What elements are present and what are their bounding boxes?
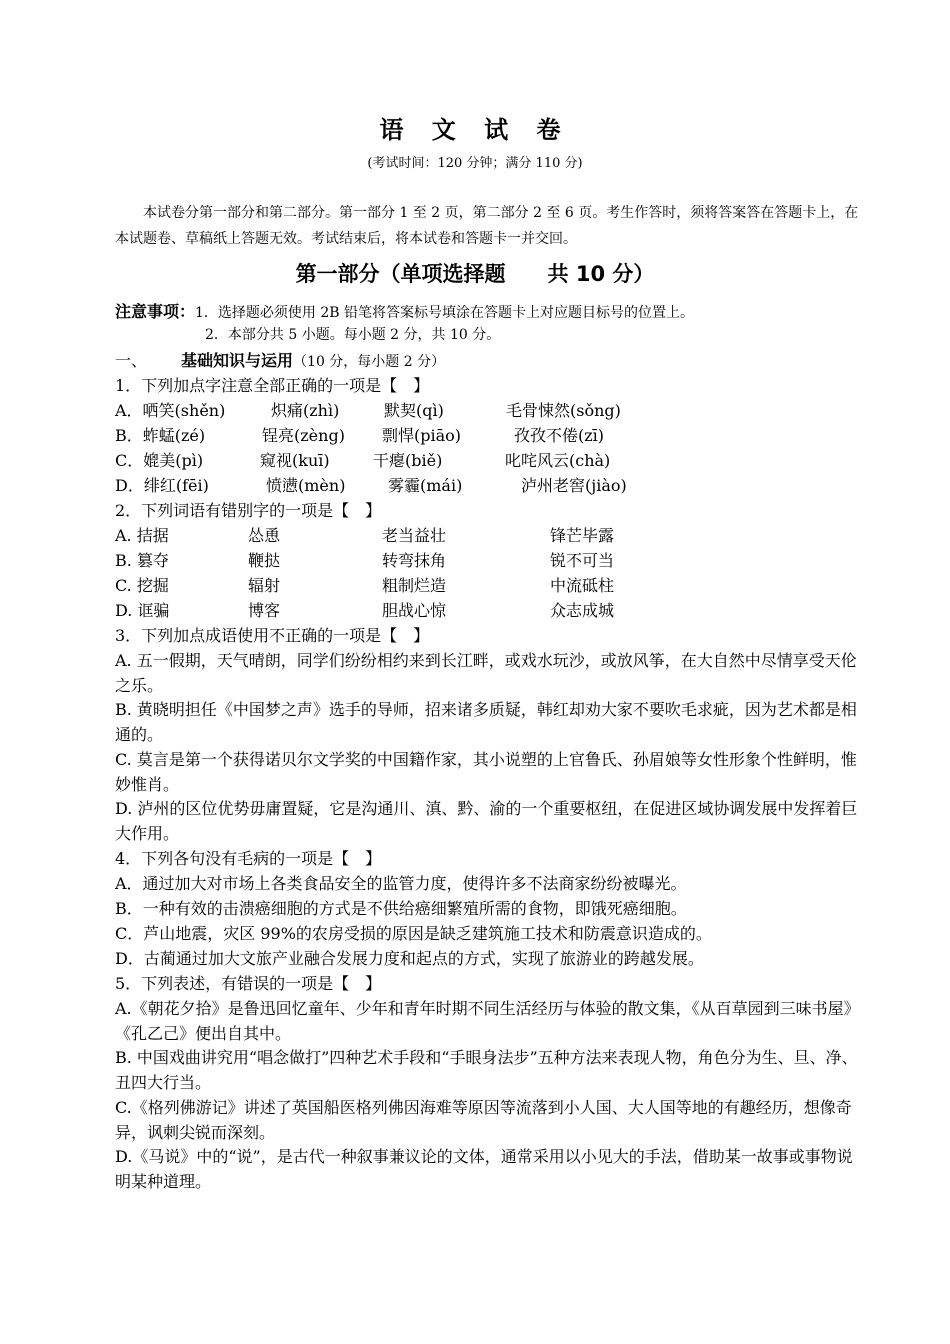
- q1-d-2: 愤懑(mèn): [266, 476, 346, 495]
- q1-d-3: 雾霾(mái): [388, 476, 463, 495]
- q1-a-1: A．哂笑(shěn): [115, 401, 226, 420]
- q5-stem: 5．下列表述，有错误的一项是【 】: [115, 974, 382, 993]
- q5-option-b: B. 中国戏曲讲究用“唱念做打”四种艺术手段和“手眼身法步”五种方法来表现人物，角色分为生、旦、净、丑四大行当。: [115, 1048, 858, 1092]
- q1-a-3: 默契(qì): [384, 401, 444, 420]
- q1-b-4: 孜孜不倦(zī): [514, 426, 605, 445]
- q2-d-1: D. 诓骗: [115, 601, 170, 620]
- q1-c-2: 窥视(kuī): [260, 451, 330, 470]
- section-number: 一、: [115, 351, 148, 370]
- part-title: 第一部分（单项选择题 共 10 分）: [295, 262, 655, 286]
- q2-a-2: 怂恿: [248, 526, 281, 545]
- q3-option-c: C. 莫言是第一个获得诺贝尔文学奖的中国籍作家，其小说塑的上官鲁氏、孙眉娘等女性形象个性鲜明，惟妙惟肖。: [115, 750, 857, 794]
- q1-c-1: C．媲美(pì): [115, 451, 204, 470]
- section-name: 基础知识与运用: [181, 351, 294, 370]
- q2-b-2: 鞭挞: [248, 551, 281, 570]
- q2-d-3: 胆战心惊: [382, 601, 447, 620]
- q2-b-3: 转弯抹角: [382, 551, 447, 570]
- q3-stem: 3．下列加点成语使用不正确的一项是【 】: [115, 626, 430, 645]
- notes-label: 注意事项：: [115, 302, 196, 321]
- q3-option-d: D. 泸州的区位优势毋庸置疑，它是沟通川、滇、黔、渝的一个重要枢纽，在促进区域协调发展中发挥着巨大作用。: [115, 799, 858, 843]
- notes-line-1: [115, 299, 694, 326]
- q1-b-3: 剽悍(piāo): [382, 426, 462, 445]
- q1-c-3: 干瘪(biě): [373, 451, 443, 470]
- q1-d-1: D．绯红(fēi): [115, 476, 209, 495]
- q2-c-2: 辐射: [248, 576, 281, 595]
- q4-option-d: D．古蔺通过加大文旅产业融合发展力度和起点的方式，实现了旅游业的跨越发展。: [115, 949, 704, 968]
- section-score: （10 分，每小题 2 分）: [293, 354, 446, 370]
- q2-c-3: 粗制烂造: [382, 576, 447, 595]
- q2-c-4: 中流砥柱: [550, 576, 615, 595]
- q2-b-1: B. 篡夺: [115, 551, 169, 570]
- q2-stem: 2．下列词语有错别字的一项是【 】: [115, 501, 382, 520]
- q3-option-a: A. 五一假期，天气晴朗，同学们纷纷相约来到长江畔，或戏水玩沙，或放风筝，在大自然中尽情享受天伦之乐。: [115, 651, 857, 695]
- q1-b-2: 锃亮(zèng): [262, 426, 345, 445]
- q4-option-a: A．通过加大对市场上各类食品安全的监管力度，使得许多不法商家纷纷被曝光。: [115, 874, 687, 893]
- q2-a-3: 老当益壮: [382, 526, 447, 545]
- q5-option-d: D.《马说》中的“说”，是古代一种叙事兼议论的文体，通常采用以小见大的手法，借助某一故事或事物说明某种道理。: [115, 1147, 853, 1191]
- exam-info: (考试时间：120 分钟；满分 110 分): [367, 156, 583, 171]
- q3-option-b: B. 黄晓明担任《中国梦之声》选手的导师，招来诸多质疑，韩红却劝大家不要吹毛求疵，因为艺术都是相通的。: [115, 700, 857, 744]
- q2-c-1: C. 挖掘: [115, 576, 169, 595]
- intro-paragraph: 本试卷分第一部分和第二部分。第一部分 1 至 2 页，第二部分 2 至 6 页。考生作答时，须将答案答在答题卡上，在本试题卷、草稿纸上答题无效。考试结束后，将本试卷和答题卡一并交回。: [115, 205, 859, 247]
- q2-a-4: 锋芒毕露: [550, 526, 615, 545]
- q1-b-1: B．蚱蜢(zé): [115, 426, 206, 445]
- q1-a-4: 毛骨悚然(sǒng): [506, 401, 621, 420]
- q2-d-2: 博客: [248, 601, 281, 620]
- q5-option-c: C.《格列佛游记》讲述了英国船医格列佛因海难等原因等流落到小人国、大人国等地的有趣经历，想像奇异，讽刺尖锐而深刻。: [115, 1098, 852, 1142]
- page-title: 语 文 试 卷: [379, 115, 571, 144]
- notes-item-2: 2．本部分共 5 小题。每小题 2 分，共 10 分。: [205, 327, 501, 343]
- q1-a-2: 炽痛(zhì): [271, 401, 340, 420]
- q1-d-4: 泸州老窖(jiào): [521, 476, 627, 495]
- q4-option-c: C．芦山地震，灾区 99%的农房受损的原因是缺乏建筑施工技术和防震意识造成的。: [115, 924, 712, 943]
- q4-option-b: B．一种有效的击溃癌细胞的方式是不供给癌细繁殖所需的食物，即饿死癌细胞。: [115, 899, 687, 918]
- q1-c-4: 叱咤风云(chà): [505, 451, 611, 470]
- notes-item-1: 1．选择题必须使用 2B 铅笔将答案标号填涂在答题卡上对应题目标号的位置上。: [195, 305, 695, 321]
- q4-stem: 4．下列各句没有毛病的一项是【 】: [115, 849, 382, 868]
- q2-b-4: 锐不可当: [550, 551, 615, 570]
- q5-option-a: A.《朝花夕拾》是鲁迅回忆童年、少年和青年时期不同生活经历与体验的散文集，《从百草园到三味书屋》《孔乙己》便出自其中。: [115, 999, 860, 1043]
- section-heading: [115, 348, 445, 375]
- q2-a-1: A. 拮据: [115, 526, 169, 545]
- q1-stem: 1．下列加点字注意全部正确的一项是【 】: [115, 376, 430, 395]
- q2-d-4: 众志成城: [550, 601, 615, 620]
